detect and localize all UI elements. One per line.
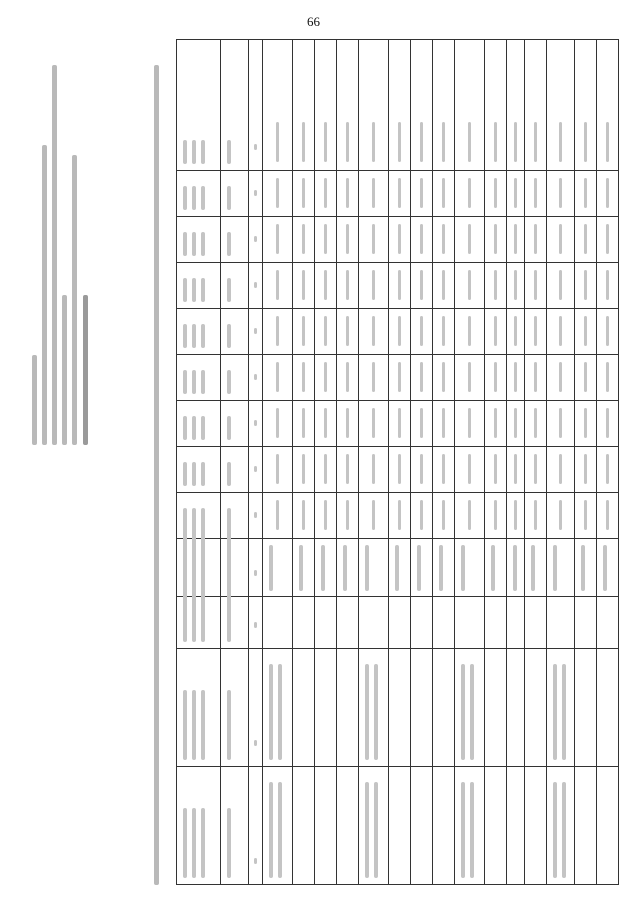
table-row [485, 40, 507, 885]
table-row [293, 40, 315, 885]
table-cell [455, 767, 485, 885]
table-cell [359, 263, 389, 309]
table-cell [389, 401, 411, 447]
table-row [547, 40, 575, 885]
table-cell [411, 401, 433, 447]
table-cell [525, 309, 547, 355]
table-cell [525, 493, 547, 539]
table-cell [389, 597, 411, 649]
table-cell [221, 649, 249, 767]
table-cell [249, 539, 263, 597]
table-cell [575, 355, 597, 401]
table-cell [177, 40, 221, 171]
table-cell [411, 263, 433, 309]
table-cell [411, 355, 433, 401]
table-cell [597, 355, 619, 401]
table-cell [249, 447, 263, 493]
table-cell [315, 355, 337, 401]
table-cell [359, 539, 389, 597]
table-body [177, 40, 619, 885]
table-cell [433, 649, 455, 767]
table-cell [177, 171, 221, 217]
table-cell [547, 539, 575, 597]
table-cell [359, 401, 389, 447]
table-cell [359, 171, 389, 217]
table-cell [337, 493, 359, 539]
page-number: 66 [307, 14, 320, 29]
table-cell [293, 401, 315, 447]
table-cell [293, 263, 315, 309]
table-cell [547, 401, 575, 447]
table-cell [485, 355, 507, 401]
table-cell [337, 597, 359, 649]
table-cell [507, 539, 525, 597]
table-cell [575, 539, 597, 597]
table-cell [433, 539, 455, 597]
table-cell [485, 263, 507, 309]
table-cell [293, 40, 315, 171]
table-cell [293, 217, 315, 263]
table-cell [359, 493, 389, 539]
table-cell [455, 401, 485, 447]
table-cell [221, 40, 249, 171]
table-cell [547, 263, 575, 309]
table-cell [411, 539, 433, 597]
table-cell [597, 40, 619, 171]
table-cell [359, 355, 389, 401]
table-cell [315, 447, 337, 493]
table-cell [547, 597, 575, 649]
table-cell [433, 217, 455, 263]
table-cell [221, 171, 249, 217]
table-cell [359, 447, 389, 493]
table-cell [315, 539, 337, 597]
table-cell [315, 767, 337, 885]
table-cell [507, 217, 525, 263]
table-cell [485, 171, 507, 217]
table-cell [411, 767, 433, 885]
table-cell [525, 767, 547, 885]
table-cell [293, 597, 315, 649]
table-cell [525, 40, 547, 171]
table-cell [177, 447, 221, 493]
table-cell [315, 649, 337, 767]
table-cell [547, 493, 575, 539]
table-cell [315, 263, 337, 309]
table-cell [433, 171, 455, 217]
table-cell [263, 401, 293, 447]
table-cell [575, 597, 597, 649]
table-cell [221, 309, 249, 355]
table-cell [221, 539, 249, 597]
table-cell [221, 401, 249, 447]
table-cell [221, 493, 249, 539]
table-cell [249, 309, 263, 355]
table-cell [547, 649, 575, 767]
table-cell [485, 217, 507, 263]
table-cell [249, 40, 263, 171]
table-cell [547, 447, 575, 493]
table-cell [389, 171, 411, 217]
table-cell [455, 597, 485, 649]
table-cell [293, 309, 315, 355]
table-cell [411, 171, 433, 217]
table-cell [575, 767, 597, 885]
table-cell [389, 40, 411, 171]
table-cell [315, 493, 337, 539]
table-cell [455, 263, 485, 309]
table-cell [485, 539, 507, 597]
table-cell [433, 493, 455, 539]
table-cell [597, 263, 619, 309]
table-cell [455, 539, 485, 597]
table-cell [263, 539, 293, 597]
table-cell [221, 767, 249, 885]
table-cell [263, 171, 293, 217]
table-cell [455, 40, 485, 171]
table-cell [597, 217, 619, 263]
table-cell [597, 447, 619, 493]
table-cell [249, 355, 263, 401]
table-cell [455, 217, 485, 263]
table-row [525, 40, 547, 885]
table-cell [293, 493, 315, 539]
table-cell [411, 217, 433, 263]
table-cell [389, 493, 411, 539]
table-cell [263, 447, 293, 493]
table-cell [263, 649, 293, 767]
table-cell [525, 263, 547, 309]
table-cell [337, 649, 359, 767]
table-cell [597, 649, 619, 767]
table-cell [359, 649, 389, 767]
table-cell [597, 171, 619, 217]
table-cell [221, 597, 249, 649]
table-cell [575, 217, 597, 263]
table-cell [293, 447, 315, 493]
table-cell [411, 40, 433, 171]
table-cell [411, 493, 433, 539]
table-cell [485, 493, 507, 539]
table-cell [177, 309, 221, 355]
table-cell [249, 597, 263, 649]
table-cell [177, 263, 221, 309]
table-cell [525, 649, 547, 767]
table-cell [525, 447, 547, 493]
rotated-sheet [26, 40, 604, 885]
table-cell [507, 597, 525, 649]
table-cell [293, 171, 315, 217]
table-cell [359, 309, 389, 355]
table-cell [263, 217, 293, 263]
table-cell [263, 355, 293, 401]
table-cell [507, 767, 525, 885]
table-cell [507, 309, 525, 355]
table-cell [433, 767, 455, 885]
table-cell [433, 40, 455, 171]
table-cell [337, 539, 359, 597]
table-cell [507, 40, 525, 171]
table-cell [507, 355, 525, 401]
table-cell [337, 217, 359, 263]
table-cell [263, 40, 293, 171]
table-cell [177, 493, 221, 539]
table-cell [455, 493, 485, 539]
table-cell [411, 309, 433, 355]
table-cell [485, 767, 507, 885]
table-row [359, 40, 389, 885]
table-cell [249, 171, 263, 217]
table-cell [525, 355, 547, 401]
table-cell [293, 767, 315, 885]
table-cell [389, 649, 411, 767]
table-cell [455, 355, 485, 401]
table-row [315, 40, 337, 885]
table-cell [525, 539, 547, 597]
table-row [455, 40, 485, 885]
table-cell [485, 309, 507, 355]
table-row [177, 40, 221, 885]
table-cell [547, 40, 575, 171]
table-cell [359, 597, 389, 649]
table-cell [411, 447, 433, 493]
table-cell [575, 401, 597, 447]
table-cell [597, 539, 619, 597]
table-cell [263, 597, 293, 649]
table-cell [315, 171, 337, 217]
table-cell [389, 539, 411, 597]
table-cell [177, 217, 221, 263]
table-cell [177, 355, 221, 401]
table-cell [249, 649, 263, 767]
table-cell [597, 309, 619, 355]
table-cell [547, 171, 575, 217]
table-cell [525, 401, 547, 447]
table-cell [263, 493, 293, 539]
table-cell [575, 309, 597, 355]
table-cell [485, 649, 507, 767]
table-cell [507, 401, 525, 447]
table-cell [177, 597, 221, 649]
table-cell [575, 171, 597, 217]
table-cell [221, 263, 249, 309]
table-cell [337, 767, 359, 885]
table-cell [249, 263, 263, 309]
table-cell [455, 447, 485, 493]
table-cell [455, 171, 485, 217]
table-cell [315, 217, 337, 263]
table-cell [221, 355, 249, 401]
table-cell [389, 263, 411, 309]
table-cell [575, 263, 597, 309]
table-cell [315, 401, 337, 447]
table-cell [411, 597, 433, 649]
table-cell [433, 447, 455, 493]
table-cell [389, 309, 411, 355]
table-cell [389, 217, 411, 263]
table-cell [263, 263, 293, 309]
table-cell [507, 493, 525, 539]
table-cell [359, 217, 389, 263]
table-cell [411, 649, 433, 767]
table-cell [177, 767, 221, 885]
table-cell [547, 309, 575, 355]
table-cell [455, 649, 485, 767]
table-cell [575, 493, 597, 539]
table-cell [433, 309, 455, 355]
table-row [221, 40, 249, 885]
table-cell [547, 355, 575, 401]
table-cell [249, 401, 263, 447]
table-cell [433, 597, 455, 649]
table-cell [177, 401, 221, 447]
table-cell [249, 493, 263, 539]
table-cell [337, 355, 359, 401]
table-cell [575, 447, 597, 493]
table-cell [507, 171, 525, 217]
resource-table [176, 39, 619, 885]
table-cell [337, 447, 359, 493]
table-cell [597, 597, 619, 649]
table-cell [359, 767, 389, 885]
table-cell [455, 309, 485, 355]
table-cell [177, 539, 221, 597]
table-cell [337, 263, 359, 309]
table-cell [263, 767, 293, 885]
table-row [337, 40, 359, 885]
table-cell [433, 401, 455, 447]
table-cell [575, 40, 597, 171]
table-cell [293, 649, 315, 767]
table-cell [597, 767, 619, 885]
table-cell [337, 171, 359, 217]
table-cell [433, 355, 455, 401]
table-cell [337, 309, 359, 355]
table-cell [485, 401, 507, 447]
table-cell [221, 217, 249, 263]
table-cell [249, 217, 263, 263]
table-cell [337, 401, 359, 447]
table-cell [525, 217, 547, 263]
table-row [263, 40, 293, 885]
table-cell [359, 40, 389, 171]
table-cell [507, 263, 525, 309]
table-cell [525, 171, 547, 217]
table-cell [293, 539, 315, 597]
table-cell [315, 309, 337, 355]
table-cell [293, 355, 315, 401]
table-row [249, 40, 263, 885]
table-row [411, 40, 433, 885]
table-cell [337, 40, 359, 171]
table-cell [177, 649, 221, 767]
table-cell [433, 263, 455, 309]
table-row [389, 40, 411, 885]
table-cell [485, 40, 507, 171]
table-cell [485, 447, 507, 493]
table-cell [389, 767, 411, 885]
table-cell [263, 309, 293, 355]
table-row [507, 40, 525, 885]
table-cell [315, 40, 337, 171]
table-row [433, 40, 455, 885]
table-row [575, 40, 597, 885]
table-cell [507, 649, 525, 767]
table-cell [485, 597, 507, 649]
table-cell [315, 597, 337, 649]
table-cell [547, 767, 575, 885]
table-cell [507, 447, 525, 493]
table-cell [389, 447, 411, 493]
table-cell [249, 767, 263, 885]
table-cell [547, 217, 575, 263]
table-cell [597, 493, 619, 539]
table-row [597, 40, 619, 885]
table-cell [525, 597, 547, 649]
table-cell [389, 355, 411, 401]
table-cell [575, 649, 597, 767]
table-cell [597, 401, 619, 447]
table-cell [221, 447, 249, 493]
